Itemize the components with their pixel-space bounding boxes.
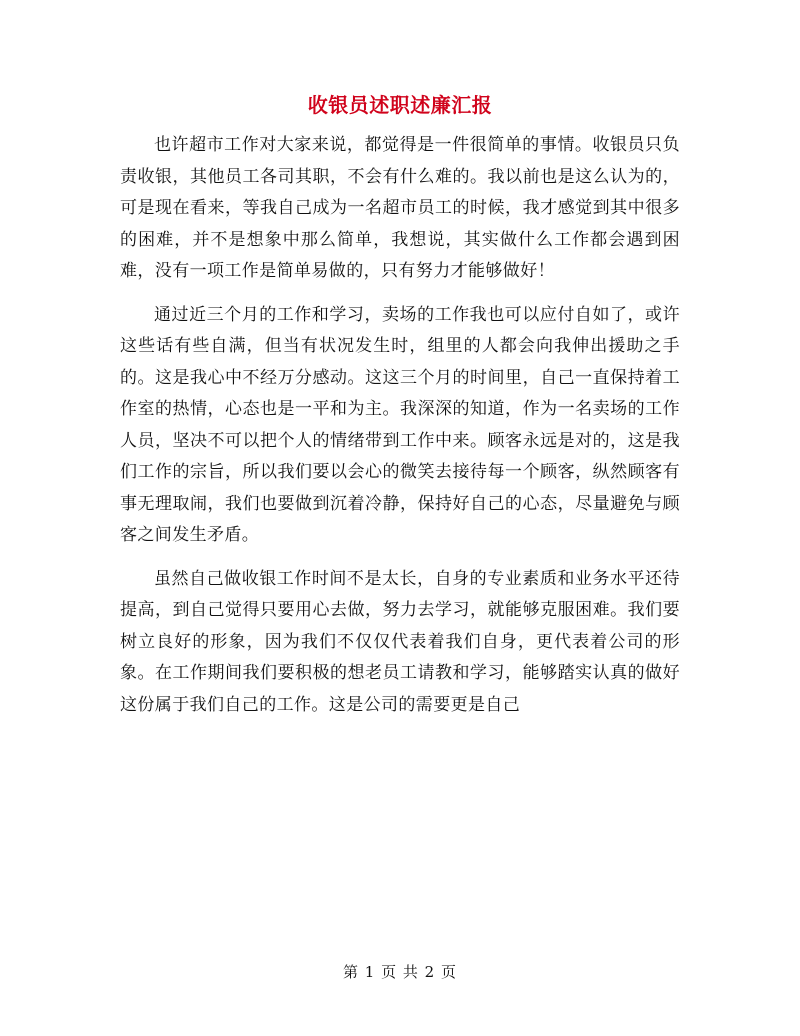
document-title: 收银员述职述廉汇报: [307, 93, 493, 117]
paragraph-2: 通过近三个月的工作和学习，卖场的工作我也可以应付自如了，或许这些话有些自满，但当有状况发生时，组里的人都会向我伸出援助之手的。这是我心中不经万分感动。这这三个月的时间里，自己一直保持着工作室的热情，心态也是一平和为主。我深深的知道，作为一名卖场的工作人员，坚决不可以把个人的情绪带到工作中来。顾客永远是对的，这是我们工作的宗旨，所以我们要以会心的微笑去接待每一个顾客，纵然顾客有事无理取闹，我们也要做到沉着冷静，保持好自己的心态，尽量避免与顾客之间发生矛盾。: [120, 304, 680, 545]
page-number-label: 第 1 页 共 2 页: [343, 963, 457, 981]
page-footer: [0, 961, 800, 983]
paragraph-1: 也许超市工作对大家来说，都觉得是一件很简单的事情。收银员只负责收银，其他员工各司其职，不会有什么难的。我以前也是这么认为的，可是现在看来，等我自己成为一名超市员工的时候，我才感觉到其中很多的困难，并不是想象中那么简单，我想说，其实做什么工作都会遇到困难，没有一项工作是简单易做的，只有努力才能够做好！: [120, 135, 680, 281]
document-body: [120, 130, 680, 733]
paragraph-3: 虽然自己做收银工作时间不是太长，自身的专业素质和业务水平还待提高，到自己觉得只要用心去做，努力去学习，就能够克服困难。我们要树立良好的形象，因为我们不仅仅代表着我们自身，更代表着公司的形象。在工作期间我们要积极的想老员工请教和学习，能够踏实认真的做好这份属于我们自己的工作。这是公司的需要更是自己: [120, 568, 680, 715]
